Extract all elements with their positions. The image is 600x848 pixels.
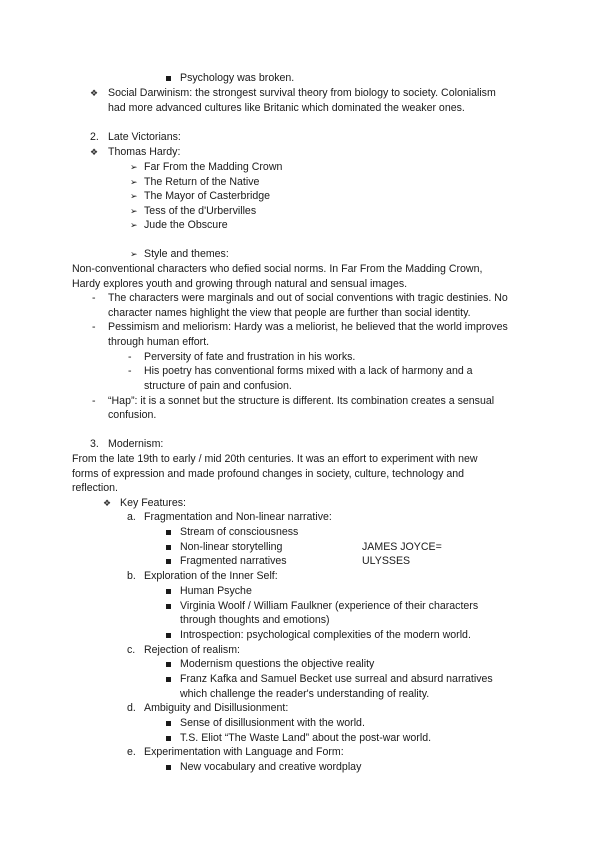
diamond-bullet-icon: ❖ bbox=[90, 88, 99, 98]
square-bullet-icon bbox=[166, 530, 171, 535]
text-line: through thoughts and emotions) bbox=[180, 614, 330, 626]
side-note: ULYSSES bbox=[362, 555, 411, 567]
text-line: Fragmented narratives bbox=[180, 555, 287, 567]
text-line: forms of expression and made profound changes in society, culture, technology and bbox=[72, 468, 465, 480]
list-marker: - bbox=[92, 395, 96, 407]
text-line: which challenge the reader's understanding of reality. bbox=[180, 688, 430, 700]
list-marker: e. bbox=[127, 746, 136, 758]
list-marker: - bbox=[128, 365, 132, 377]
square-bullet-icon bbox=[166, 736, 171, 741]
list-marker: - bbox=[92, 292, 96, 304]
text-line: Franz Kafka and Samuel Becket use surreal and absurd narratives bbox=[180, 673, 493, 685]
square-bullet-icon bbox=[166, 721, 171, 726]
text-line: Perversity of fate and frustration in his works. bbox=[144, 351, 356, 363]
side-note: JAMES JOYCE= bbox=[362, 541, 442, 553]
text-line: Modernism questions the objective reality bbox=[180, 658, 375, 670]
text-line: From the late 19th to early / mid 20th centuries. It was an effort to experiment with new bbox=[72, 453, 478, 465]
text-line: Jude the Obscure bbox=[144, 219, 228, 231]
text-line: The Mayor of Casterbridge bbox=[144, 190, 271, 202]
text-line: Pessimism and meliorism: Hardy was a meliorist, he believed that the world improves bbox=[108, 321, 508, 333]
text-line: “Hap”: it is a sonnet but the structure is different. Its combination creates a sensual bbox=[108, 395, 495, 407]
text-line: Human Psyche bbox=[180, 585, 252, 597]
text-line: Virginia Woolf / William Faulkner (experience of their characters bbox=[180, 600, 479, 612]
text-line: reflection. bbox=[72, 482, 118, 494]
arrow-bullet-icon: ➢ bbox=[130, 177, 138, 187]
text-line: T.S. Eliot “The Waste Land” about the post-war world. bbox=[180, 732, 432, 744]
square-bullet-icon bbox=[166, 559, 171, 564]
square-bullet-icon bbox=[166, 76, 171, 81]
text-line: Style and themes: bbox=[144, 248, 229, 260]
list-marker: 3. bbox=[90, 438, 99, 450]
text-line: The characters were marginals and out of social conventions with tragic destinies. No bbox=[108, 292, 508, 304]
text-line: Far From the Madding Crown bbox=[144, 161, 283, 173]
list-marker: b. bbox=[127, 570, 136, 582]
text-line: Tess of the d'Urbervilles bbox=[144, 205, 257, 217]
text-line: Modernism: bbox=[108, 438, 164, 450]
list-marker: - bbox=[92, 321, 96, 333]
text-line: had more advanced cultures like Britanic which dominated the weaker ones. bbox=[108, 102, 465, 114]
square-bullet-icon bbox=[166, 765, 171, 770]
text-line: Non-linear storytelling bbox=[180, 541, 283, 553]
square-bullet-icon bbox=[166, 545, 171, 550]
arrow-bullet-icon: ➢ bbox=[130, 249, 138, 259]
list-marker: 2. bbox=[90, 131, 99, 143]
square-bullet-icon bbox=[166, 677, 171, 682]
square-bullet-icon bbox=[166, 589, 171, 594]
text-line: Social Darwinism: the strongest survival theory from biology to society. Colonialism bbox=[108, 87, 496, 99]
arrow-bullet-icon: ➢ bbox=[130, 206, 138, 216]
text-line: Stream of consciousness bbox=[180, 526, 299, 538]
square-bullet-icon bbox=[166, 604, 171, 609]
text-line: Key Features: bbox=[120, 497, 186, 509]
square-bullet-icon bbox=[166, 633, 171, 638]
list-marker: a. bbox=[127, 511, 136, 523]
square-bullet-icon bbox=[166, 662, 171, 667]
text-line: Experimentation with Language and Form: bbox=[144, 746, 344, 758]
text-line: New vocabulary and creative wordplay bbox=[180, 761, 362, 773]
text-line: The Return of the Native bbox=[144, 176, 260, 188]
text-line: Introspection: psychological complexities of the modern world. bbox=[180, 629, 471, 641]
text-line: Late Victorians: bbox=[108, 131, 181, 143]
text-line: Psychology was broken. bbox=[180, 72, 295, 84]
text-line: Rejection of realism: bbox=[144, 644, 240, 656]
text-line: structure of pain and confusion. bbox=[144, 380, 292, 392]
arrow-bullet-icon: ➢ bbox=[130, 220, 138, 230]
text-line: His poetry has conventional forms mixed with a lack of harmony and a bbox=[144, 365, 473, 377]
text-line: Thomas Hardy: bbox=[108, 146, 181, 158]
text-line: Exploration of the Inner Self: bbox=[144, 570, 278, 582]
diamond-bullet-icon: ❖ bbox=[90, 147, 99, 157]
text-line: Non-conventional characters who defied social norms. In Far From the Madding Crown, bbox=[72, 263, 483, 275]
text-line: confusion. bbox=[108, 409, 157, 421]
text-line: through human effort. bbox=[108, 336, 210, 348]
arrow-bullet-icon: ➢ bbox=[130, 162, 138, 172]
arrow-bullet-icon: ➢ bbox=[130, 191, 138, 201]
text-line: character names highlight the view that people are further than social identity. bbox=[108, 307, 471, 319]
list-marker: d. bbox=[127, 702, 136, 714]
text-line: Sense of disillusionment with the world. bbox=[180, 717, 365, 729]
text-line: Ambiguity and Disillusionment: bbox=[144, 702, 289, 714]
list-marker: c. bbox=[127, 644, 136, 656]
list-marker: - bbox=[128, 351, 132, 363]
diamond-bullet-icon: ❖ bbox=[103, 498, 112, 508]
text-line: Fragmentation and Non-linear narrative: bbox=[144, 511, 332, 523]
text-line: Hardy explores youth and growing through natural and sensual images. bbox=[72, 278, 408, 290]
